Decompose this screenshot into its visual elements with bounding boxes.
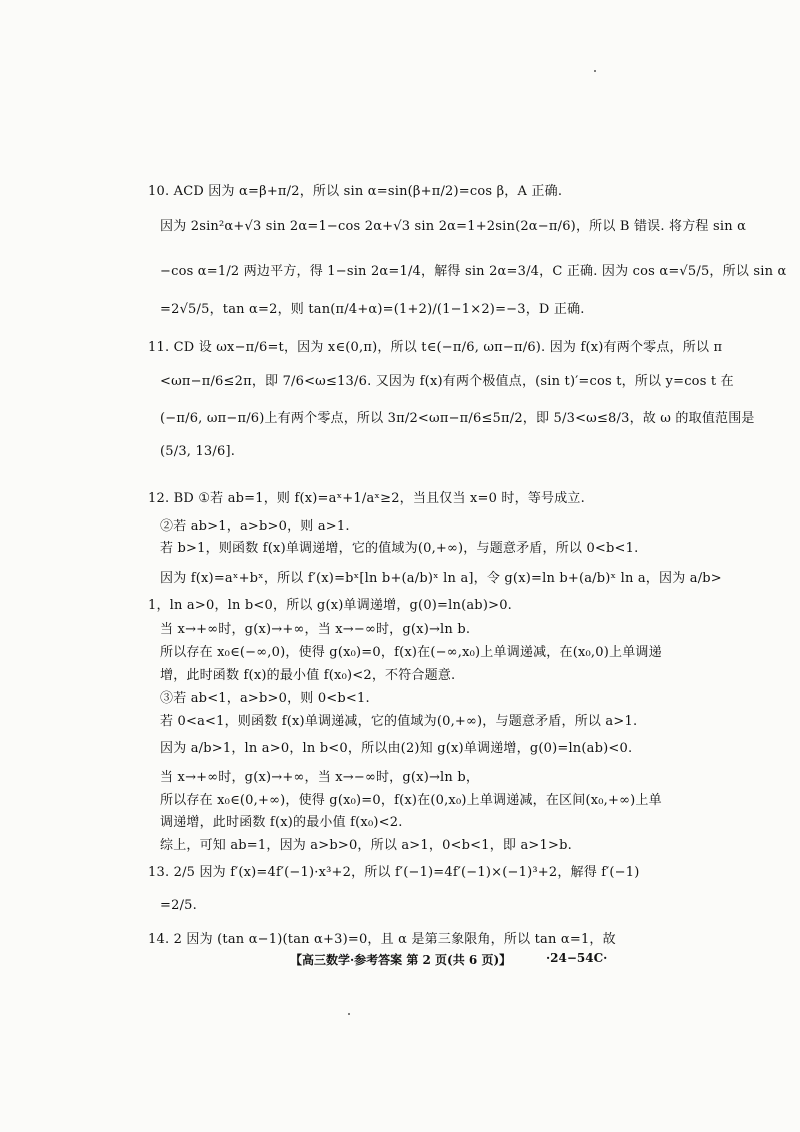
q12-line-2: ②若 ab>1，a>b>0，则 a>1. <box>160 519 350 534</box>
q13-line-2: =2/5. <box>160 898 197 913</box>
q14-line-1: 14. 2 因为 (tan α−1)(tan α+3)=0，且 α 是第三象限角，所以 tan α=1，故 <box>148 932 616 947</box>
scan-speck <box>594 70 596 72</box>
q11-line-1: 11. CD 设 ωx−π/6=t，因为 x∈(0,π)，所以 t∈(−π/6, ωπ−π/6). 因为 f(x)有两个零点，所以 π <box>148 340 723 355</box>
q12-line-8: 增，此时函数 f(x)的最小值 f(x₀)<2，不符合题意. <box>160 668 456 683</box>
q11-line-2: <ωπ−π/6≤2π，即 7/6<ω≤13/6. 又因为 f(x)有两个极值点，(sin t)′=cos t，所以 y=cos t 在 <box>160 374 734 389</box>
q12-line-7: 所以存在 x₀∈(−∞,0)，使得 g(x₀)=0，f(x)在(−∞,x₀)上单调递减，在(x₀,0)上单调递 <box>160 645 662 660</box>
q12-line-4: 因为 f(x)=aˣ+bˣ，所以 f′(x)=bˣ[ln b+(a/b)ˣ ln a]，令 g(x)=ln b+(a/b)ˣ ln a，因为 a/b> <box>160 571 722 586</box>
q12-line-6: 当 x→+∞时，g(x)→+∞，当 x→−∞时，g(x)→ln b. <box>160 622 471 637</box>
q10-line-2: 因为 2sin²α+√3 sin 2α=1−cos 2α+√3 sin 2α=1+2sin(2α−π/6)，所以 B 错误. 将方程 sin α <box>160 219 747 234</box>
q12-line-13: 所以存在 x₀∈(0,+∞)，使得 g(x₀)=0，f(x)在(0,x₀)上单调递减，在区间(x₀,+∞)上单 <box>160 793 662 808</box>
q12-line-10: 若 0<a<1，则函数 f(x)单调递减，它的值域为(0,+∞)，与题意矛盾，所以 a>1. <box>160 714 638 729</box>
footer-title: 【高三数学·参考答案 第 2 页(共 6 页)】 <box>290 953 512 967</box>
q10-line-1: 10. ACD 因为 α=β+π/2，所以 sin α=sin(β+π/2)=cos β，A 正确. <box>148 184 563 199</box>
footer-code: ·24−54C· <box>546 951 608 965</box>
q12-line-14: 调递增，此时函数 f(x)的最小值 f(x₀)<2. <box>160 815 403 830</box>
q12-line-1: 12. BD ①若 ab=1，则 f(x)=aˣ+1/aˣ≥2，当且仅当 x=0 时，等号成立. <box>148 491 585 506</box>
q11-line-3: (−π/6, ωπ−π/6)上有两个零点，所以 3π/2<ωπ−π/6≤5π/2，即 5/3<ω≤8/3，故 ω 的取值范围是 <box>160 411 755 426</box>
scan-speck <box>348 1013 350 1015</box>
q12-line-9: ③若 ab<1，a>b>0，则 0<b<1. <box>160 691 370 706</box>
q12-line-11: 因为 a/b>1，ln a>0，ln b<0，所以由(2)知 g(x)单调递增，g(0)=ln(ab)<0. <box>160 741 633 756</box>
q12-line-15: 综上，可知 ab=1，因为 a>b>0，所以 a>1，0<b<1，即 a>1>b. <box>160 838 572 853</box>
q12-line-3: 若 b>1，则函数 f(x)单调递增，它的值域为(0,+∞)，与题意矛盾，所以 0<b<1. <box>160 541 639 556</box>
q10-line-4: =2√5/5，tan α=2，则 tan(π/4+α)=(1+2)/(1−1×2)=−3，D 正确. <box>160 302 585 317</box>
q13-line-1: 13. 2/5 因为 f′(x)=4f′(−1)·x³+2，所以 f′(−1)=4f′(−1)×(−1)³+2，解得 f′(−1) <box>148 865 640 880</box>
q12-line-5: 1，ln a>0，ln b<0，所以 g(x)单调递增，g(0)=ln(ab)>0. <box>148 598 512 613</box>
q12-line-12: 当 x→+∞时，g(x)→+∞，当 x→−∞时，g(x)→ln b， <box>160 770 480 785</box>
q10-line-3: −cos α=1/2 两边平方，得 1−sin 2α=1/4，解得 sin 2α=3/4，C 正确. 因为 cos α=√5/5，所以 sin α <box>160 264 787 279</box>
q11-line-4: (5/3, 13/6]. <box>160 444 236 459</box>
